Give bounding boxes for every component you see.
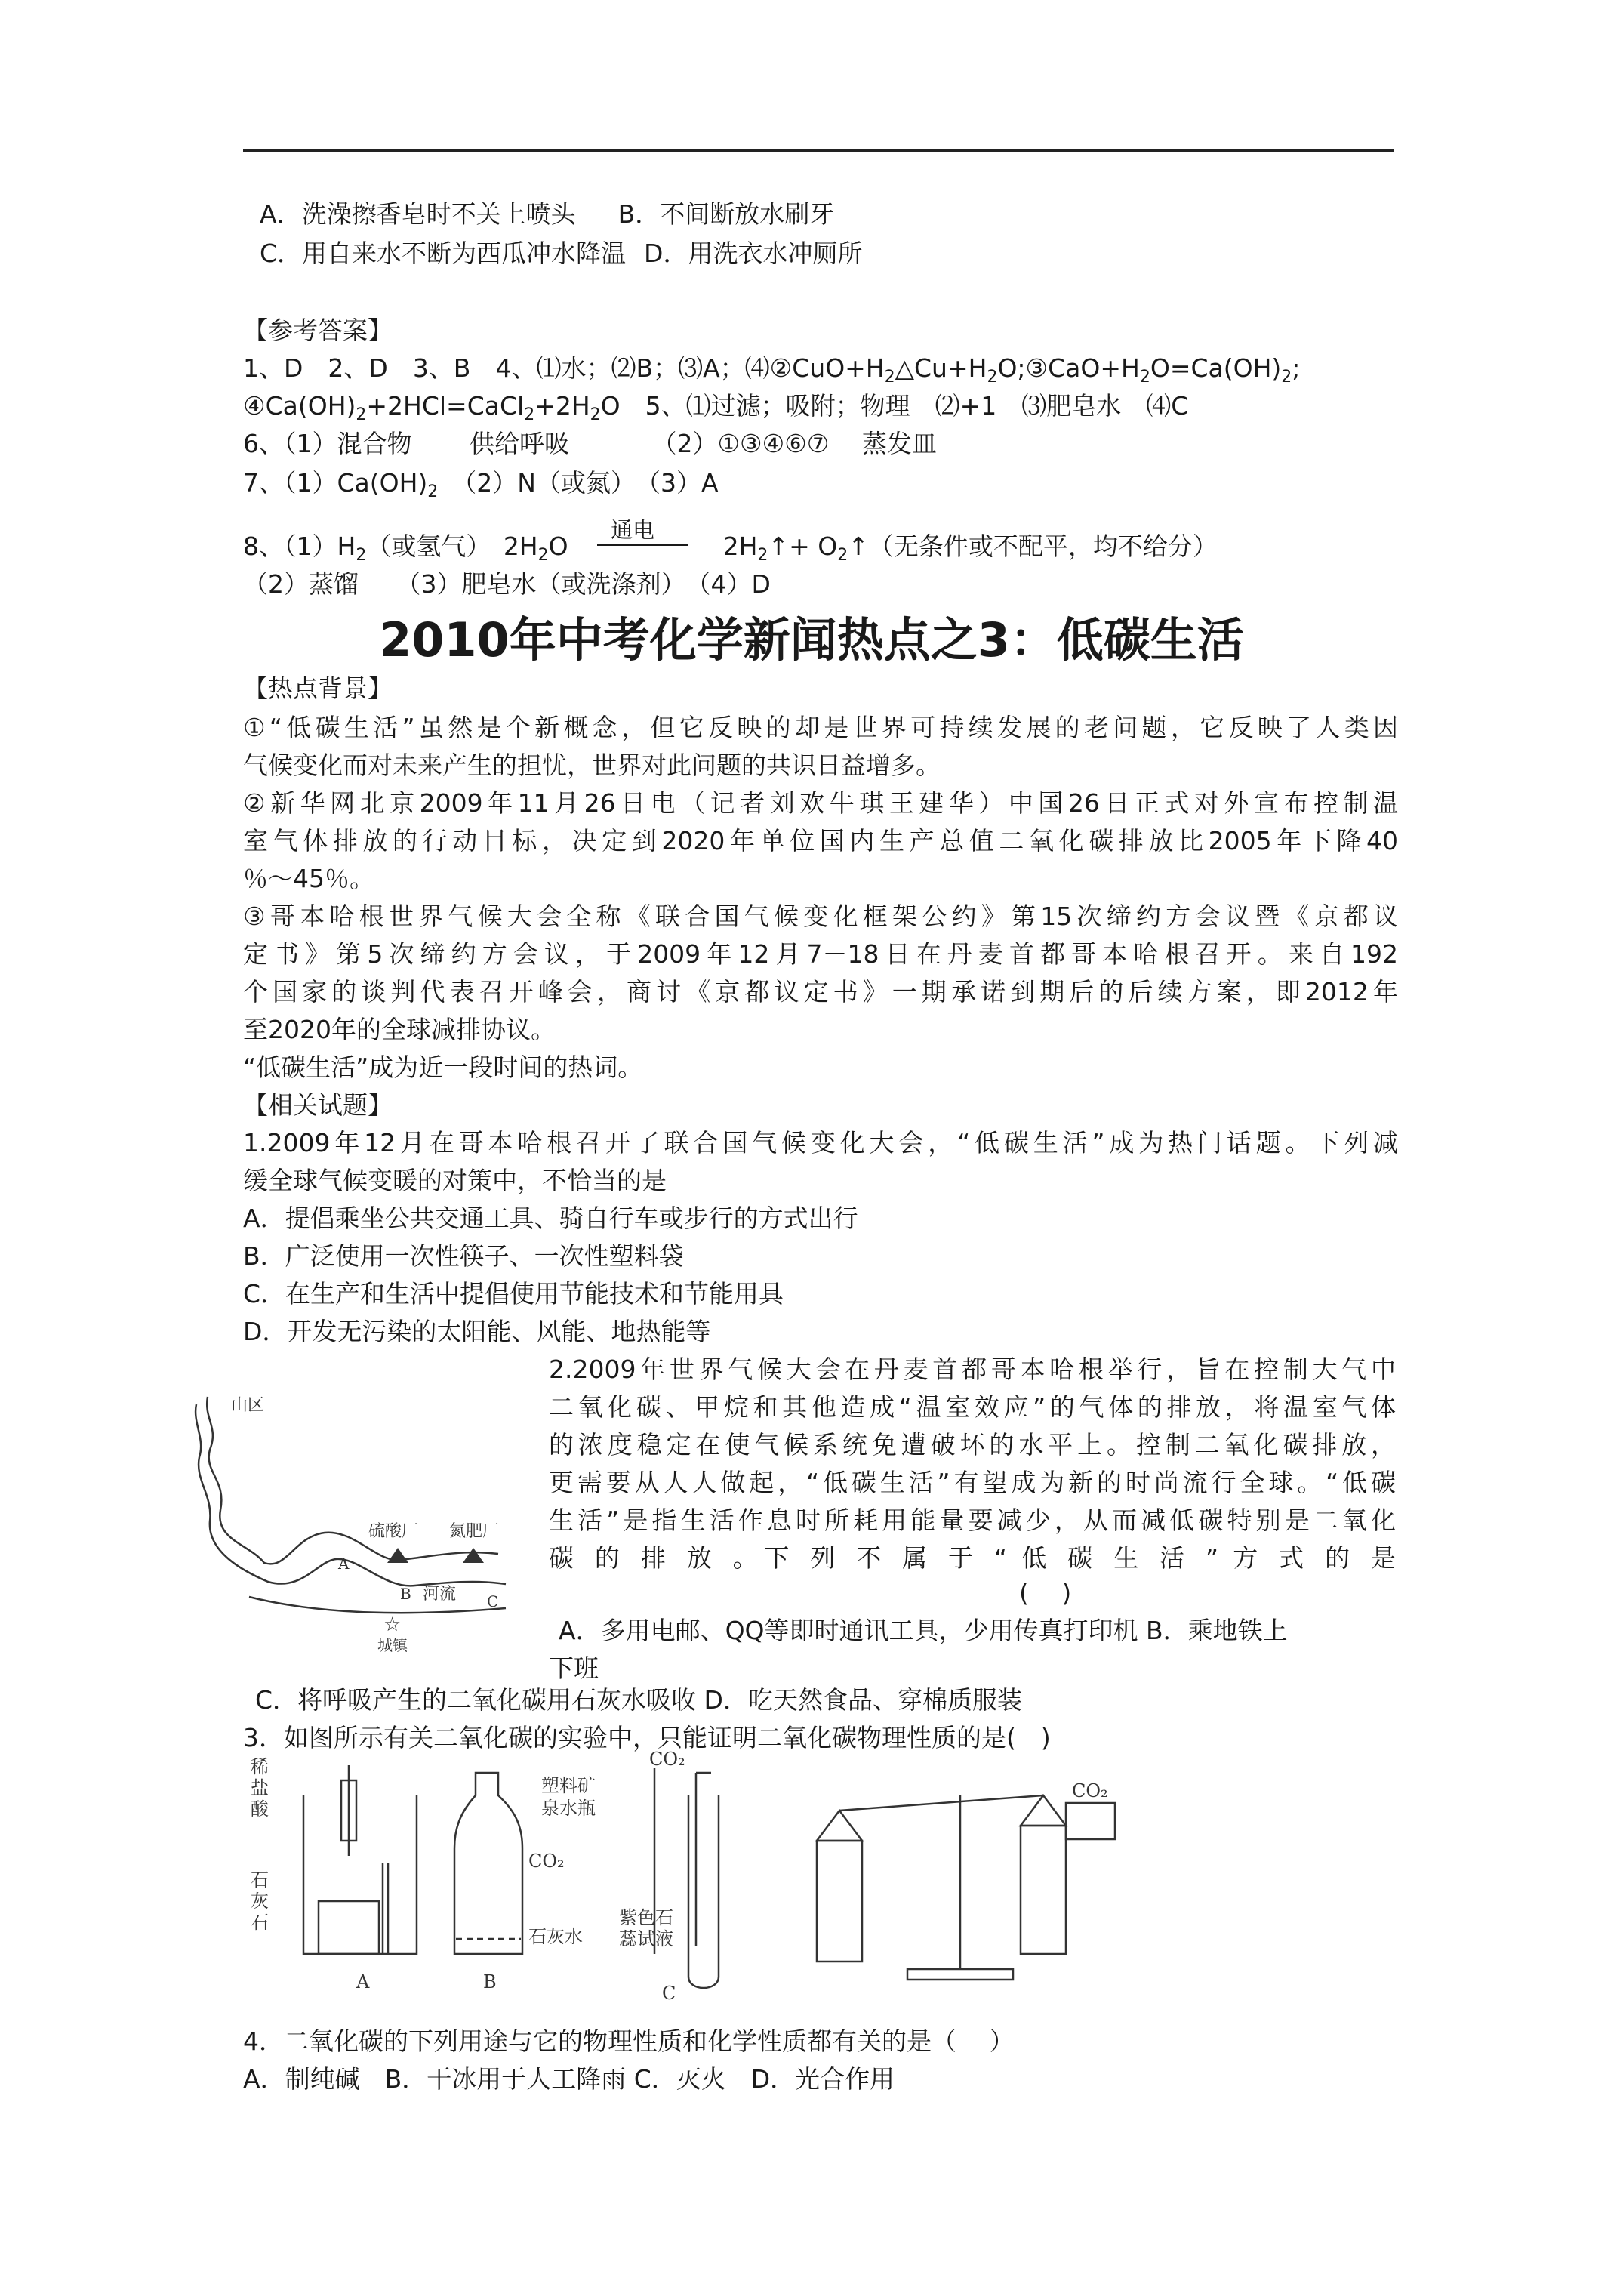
background-p3-l1: ③哥本哈根世界气候大会全称《联合国气候变化框架公约》第15次缔约方会议暨《京都议 — [243, 901, 1398, 931]
svg-text:石: 石 — [251, 1869, 269, 1891]
map-label-b: B — [400, 1585, 411, 1603]
q4-options: A．制纯碱 B．干冰用于人工降雨 C．灭火 D．光合作用 — [243, 2064, 895, 2094]
map-label-factory1: 硫酸厂 — [368, 1522, 419, 1541]
background-p3-l3: 个国家的谈判代表召开峰会，商讨《京都议定书》一期承诺到期后的后续方案，即2012年 — [243, 977, 1398, 1006]
q1-line-2: 缓全球气候变暖的对策中，不恰当的是 — [243, 1166, 667, 1195]
q2-line-5: 生活”是指生活作息时所耗用能量要减少，从而减低碳特别是二氧化 — [549, 1505, 1396, 1535]
svg-text:酸: 酸 — [251, 1798, 269, 1820]
option-d: D．用洗衣水冲厕所 — [644, 239, 863, 268]
header-rule — [243, 149, 1394, 152]
questions-heading: 【相关试题】 — [243, 1090, 393, 1120]
q2-answer-paren: ( ) — [1019, 1578, 1072, 1607]
q1-option-b: B．广泛使用一次性筷子、一次性塑料袋 — [243, 1241, 684, 1271]
q1-option-d: D．开发无污染的太阳能、风能、地热能等 — [243, 1317, 711, 1346]
page-title: 2010年中考化学新闻热点之3：低碳生活 — [379, 612, 1244, 667]
reaction-condition: 通电 — [597, 530, 688, 563]
q4-text: 4．二氧化碳的下列用途与它的物理性质和化学性质都有关的是（ ） — [243, 2026, 1015, 2056]
factory1-icon — [387, 1548, 408, 1563]
answer-line-4: 7、$(1)Ca(OH)_2$ （2）N（或氮） （3）A — [243, 468, 719, 501]
q2-options-cd: C．将呼吸产生的二氧化碳用石灰水吸收 D．吃天然食品、穿棉质服装 — [255, 1685, 1022, 1715]
svg-text:CO₂: CO₂ — [528, 1851, 565, 1872]
svg-text:石灰水: 石灰水 — [528, 1926, 583, 1947]
svg-text:B: B — [483, 1971, 497, 1992]
background-p2-l1: ②新华网北京2009年11月26日电（记者刘欢牛琪王建华）中国26日正式对外宣布控制温 — [243, 788, 1398, 818]
answer-line-6: （2）蒸馏 （3）肥皂水（或洗涤剂） （4）D — [243, 569, 771, 599]
answer-line-2: $④Ca(OH)_2+2HCl=CaCl_2+2H_2O$ 5、⑴过滤；吸附；物理 ⑵+1 ⑶肥皂水 ⑷C — [243, 391, 1189, 424]
background-p1-l2: 气候变化而对未来产生的担忧，世界对此问题的共识日益增多。 — [243, 750, 941, 780]
svg-text:CO₂: CO₂ — [1072, 1780, 1108, 1801]
river-map-figure — [174, 1382, 528, 1653]
answer-line-1: 1、D 2、D 3、B 4、⑴水；⑵B；⑶A；$⑷②CuO+H_2\triangle Cu+H_2O;③CaO+H_2O=Ca(OH)_2$; — [243, 353, 1301, 387]
background-heading: 【热点背景】 — [243, 673, 393, 703]
svg-text:紫色石: 紫色石 — [619, 1907, 673, 1928]
svg-text:A: A — [356, 1971, 370, 1992]
svg-text:C: C — [662, 1983, 676, 2004]
map-label-factory2: 氮肥厂 — [449, 1522, 500, 1541]
svg-text:CO₂: CO₂ — [649, 1750, 685, 1770]
top-options-line-2 — [243, 237, 862, 270]
map-label-town: 城镇 — [377, 1636, 408, 1653]
co2-experiment-figure — [243, 1750, 1119, 2007]
svg-text:石: 石 — [251, 1912, 269, 1933]
town-star-icon: ☆ — [383, 1613, 402, 1636]
option-a: A．洗澡擦香皂时不关上喷头 — [260, 199, 576, 229]
background-p4: “低碳生活”成为近一段时间的热词。 — [243, 1052, 643, 1082]
svg-text:盐: 盐 — [251, 1777, 269, 1798]
answer-line-3: 6、（1）混合物 供给呼吸 （2）①③④⑥⑦ 蒸发皿 — [243, 429, 937, 458]
q1-option-a: A．提倡乘坐公共交通工具、骑自行车或步行的方式出行 — [243, 1203, 858, 1233]
svg-text:塑料矿: 塑料矿 — [541, 1775, 596, 1796]
q3-text: 3．如图所示有关二氧化碳的实验中，只能证明二氧化碳物理性质的是( ) — [243, 1723, 1051, 1752]
background-p3-l2: 定书》第5次缔约方会议，于2009年12月7－18日在丹麦首都哥本哈根召开。来自192 — [243, 939, 1398, 969]
factory2-icon — [463, 1548, 484, 1563]
option-b: B．不间断放水刷牙 — [617, 199, 835, 229]
q1-option-c: C．在生产和生活中提倡使用节能技术和节能用具 — [243, 1279, 784, 1308]
q2-line-6: 碳 的 排 放 。下 列 不 属 于 “ 低 碳 生 活 ” 方 式 的 是 — [549, 1543, 1396, 1573]
answers-heading: 【参考答案】 — [243, 316, 393, 345]
background-p1-l1: ①“低碳生活”虽然是个新概念，但它反映的却是世界可持续发展的老问题，它反映了人类因 — [243, 713, 1398, 742]
map-label-river: 河流 — [423, 1585, 457, 1604]
answer-line-5: 8、$(1)H_2$（或氢气） $2H_2O$ 通电 $2H_2↑+$ $O_2↑$（无条件或不配平，均不给分） — [243, 517, 1218, 565]
option-c: C．用自来水不断为西瓜冲水降温 — [260, 239, 627, 268]
svg-text:泉水瓶: 泉水瓶 — [541, 1798, 596, 1819]
q2-options-ab-cont: 下班 — [549, 1653, 599, 1683]
svg-text:灰: 灰 — [251, 1891, 269, 1912]
q1-line-1: 1.2009年12月在哥本哈根召开了联合国气候变化大会，“低碳生活”成为热门话题。下列减 — [243, 1128, 1398, 1157]
q2-options-ab: A．多用电邮、QQ等即时通讯工具，少用传真打印机 B．乘地铁上 — [559, 1616, 1288, 1645]
top-options-line-1 — [243, 198, 834, 231]
q2-line-4: 更需要从人人做起，“低碳生活”有望成为新的时尚流行全球。“低碳 — [549, 1468, 1396, 1497]
q2-line-3: 的浓度稳定在使气候系统免遭破坏的水平上。控制二氧化碳排放， — [549, 1430, 1396, 1459]
svg-text:蕊试液: 蕊试液 — [619, 1928, 673, 1949]
map-label-mountain: 山区 — [231, 1396, 265, 1415]
q2-line-2: 二氧化碳、甲烷和其他造成“温室效应”的气体的排放，将温室气体 — [549, 1392, 1396, 1422]
background-p2-l3: ％～45％。 — [243, 864, 374, 893]
svg-text:稀: 稀 — [251, 1756, 269, 1777]
q2-line-1: 2.2009年世界气候大会在丹麦首都哥本哈根举行，旨在控制大气中 — [549, 1354, 1396, 1384]
map-label-a: A — [338, 1555, 350, 1573]
background-p3-l4: 至2020年的全球减排协议。 — [243, 1015, 556, 1044]
background-p2-l2: 室气体排放的行动目标，决定到2020年单位国内生产总值二氧化碳排放比2005年下降40 — [243, 826, 1398, 855]
map-label-c: C — [487, 1592, 499, 1610]
